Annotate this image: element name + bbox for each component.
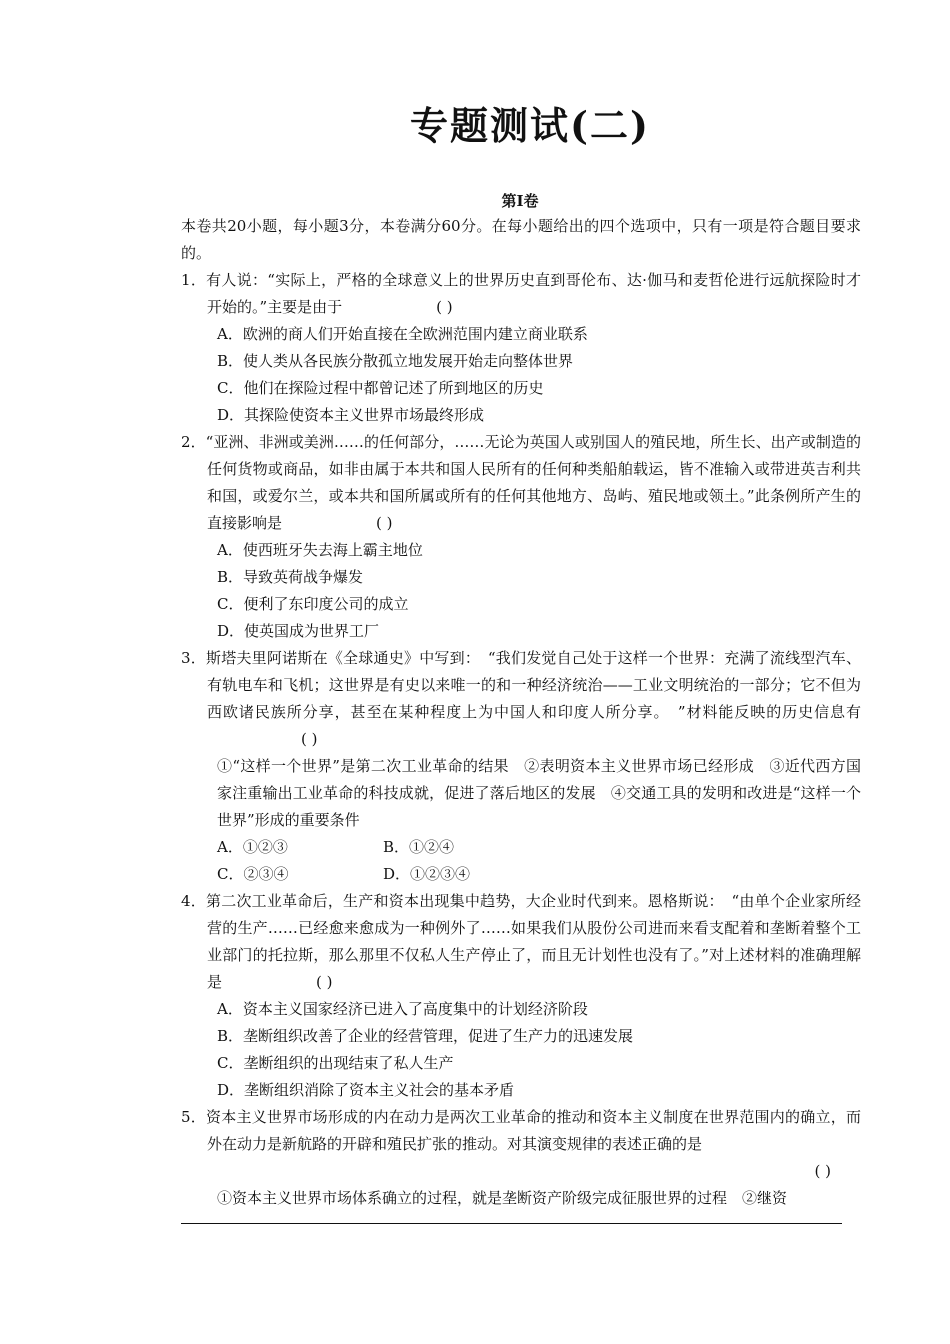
question-4 xyxy=(181,888,861,1104)
option-a: A．使西班牙失去海上霸主地位 xyxy=(217,541,423,559)
option-b: B．导致英荷战争爆发 xyxy=(217,568,364,586)
section-heading: 第Ⅰ卷 xyxy=(501,192,539,210)
question-1 xyxy=(181,267,861,429)
option-c: C．②③④ xyxy=(217,865,289,883)
question-2 xyxy=(181,429,861,645)
option-d: D．垄断组织消除了资本主义社会的基本矛盾 xyxy=(217,1081,515,1099)
statement-list: ①“这样一个世界”是第二次工业革命的结果 ②表明资本主义世界市场已经形成 ③近代西方国家注重输出工业革命的科技成就，促进了落后地区的发展 ④交通工具的发明和改进是“这样一个世界”形成的重要条件 xyxy=(217,757,861,829)
option-row xyxy=(181,861,861,888)
option-a: A．①②③ xyxy=(217,838,288,856)
option-c: C．垄断组织的出现结束了私人生产 xyxy=(217,1054,454,1072)
option-d: D．其探险使资本主义世界市场最终形成 xyxy=(217,406,485,424)
question-stem: 3．斯塔夫里阿诺斯在《全球通史》中写到： “我们发觉自己处于这样一个世界：充满了流线型汽车、有轨电车和飞机；这世界是有史以来唯一的和一种经济统治——工业文明统治的一部分；它不但为西欧诸民族所分享，甚至在某种程度上为中国人和印度人所分享。 ”材料能反映的历史信息有( ) xyxy=(181,649,861,748)
option-c: C．便利了东印度公司的成立 xyxy=(217,595,409,613)
page-divider xyxy=(181,1223,842,1224)
question-stem: 2．“亚洲、非洲或美洲……的任何部分，……无论为英国人或别国人的殖民地，所生长、出产或制造的任何货物或商品，如非由属于本共和国人民所有的任何种类船舶载运，皆不准输入或带进英吉利共和国，或爱尔兰，或本共和国所属或所有的任何其他地方、岛屿、殖民地或领土。”此条例所产生的直接影响是 ( ) xyxy=(181,433,861,532)
answer-blank: ( ) xyxy=(814,1162,831,1180)
question-stem: 1．有人说：“实际上，严格的全球意义上的世界历史直到哥伦布、达·伽马和麦哲伦进行远航探险时才开始的。”主要是由于 ( ) xyxy=(181,271,861,316)
option-d: D．①②③④ xyxy=(383,865,471,883)
option-c: C．他们在探险过程中都曾记述了所到地区的历史 xyxy=(217,379,544,397)
option-b: B．垄断组织改善了企业的经营管理，促进了生产力的迅速发展 xyxy=(217,1027,634,1045)
option-b: B．①②④ xyxy=(383,838,455,856)
statement-list: ①资本主义世界市场体系确立的过程，就是垄断资产阶级完成征服世界的过程 ②继资 xyxy=(217,1189,788,1207)
option-d: D．使英国成为世界工厂 xyxy=(217,622,380,640)
question-3 xyxy=(181,645,861,888)
exam-content xyxy=(181,213,861,1212)
option-row xyxy=(181,834,861,861)
option-a: A．欧洲的商人们开始直接在全欧洲范围内建立商业联系 xyxy=(217,325,588,343)
option-b: B．使人类从各民族分散孤立地发展开始走向整体世界 xyxy=(217,352,574,370)
question-5 xyxy=(181,1104,861,1212)
page-title: 专题测试(二) xyxy=(410,103,650,148)
option-a: A．资本主义国家经济已进入了高度集中的计划经济阶段 xyxy=(217,1000,588,1018)
instructions: 本卷共20小题，每小题3分，本卷满分60分。在每小题给出的四个选项中，只有一项是符合题目要求的。 xyxy=(181,217,861,262)
question-stem: 5．资本主义世界市场形成的内在动力是两次工业革命的推动和资本主义制度在世界范围内的确立，而外在动力是新航路的开辟和殖民扩张的推动。对其演变规律的表述正确的是 xyxy=(181,1108,861,1153)
question-stem: 4．第二次工业革命后，生产和资本出现集中趋势，大企业时代到来。恩格斯说： “由单个企业家所经营的生产……已经愈来愈成为一种例外了……如果我们从股份公司进而来看支配着和垄断着整个工业部门的托拉斯，那么那里不仅私人生产停止了，而且无计划性也没有了。”对上述材料的准确理解是 ( ) xyxy=(181,892,861,991)
